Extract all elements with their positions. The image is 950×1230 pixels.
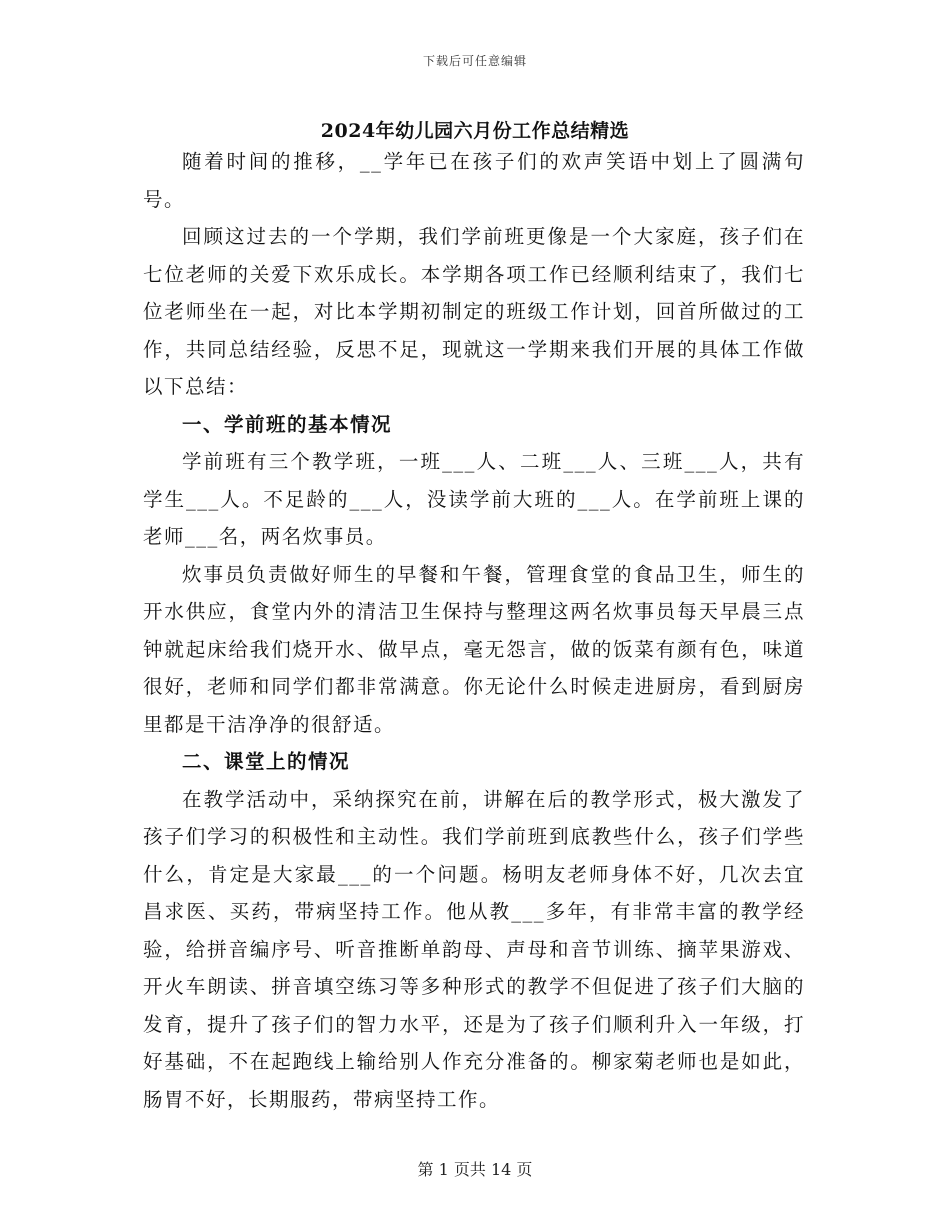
section-heading-basic-info: 一、学前班的基本情况 [182,412,393,436]
document-body [143,143,805,1118]
paragraph-classroom-1: 在教学活动中，采纳探究在前，讲解在后的教学形式，极大激发了孩子们学习的积极性和主动性。我们学前班到底教些什么，孩子们学些什么，肯定是大家最___的一个问题。杨明友老师身体不好，几次去宜昌求医、买药，带病坚持工作。他从教___多年，有非常丰富的教学经验，给拼音编序号、听音推断单韵母、声母和音节训练、摘苹果游戏、开火车朗读、拼音填空练习等多种形式的教学不但促进了孩子们大脑的发育，提升了孩子们的智力水平，还是为了孩子们顺利升入一年级，打好基础，不在起跑线上输给别人作充分准备的。柳家菊老师也是如此，肠胃不好，长期服药，带病坚持工作。 [143,787,805,1111]
document-title: 2024年幼儿园六月份工作总结精选 [320,120,630,142]
paragraph-basic-info-2: 炊事员负责做好师生的早餐和午餐，管理食堂的食品卫生，师生的开水供应，食堂内外的清洁卫生保持与整理这两名炊事员每天早晨三点钟就起床给我们烧开水、做早点，毫无怨言，做的饭菜有颜有色，味道很好，老师和同学们都非常满意。你无论什么时候走进厨房，看到厨房里都是干洁净净的很舒适。 [143,562,805,736]
paragraph-intro-2: 回顾这过去的一个学期，我们学前班更像是一个大家庭，孩子们在七位老师的关爱下欢乐成长。本学期各项工作已经顺利结束了，我们七位老师坐在一起，对比本学期初制定的班级工作计划，回首所做过的工作，共同总结经验，反思不足，现就这一学期来我们开展的具体工作做以下总结： [143,225,805,398]
page-number: 第 1 页共 14 页 [417,1160,533,1179]
header-note: 下载后可任意编辑 [422,54,527,68]
paragraph-intro-1: 随着时间的推移，__学年已在孩子们的欢声笑语中划上了圆满句号。 [143,150,805,211]
section-heading-classroom: 二、课堂上的情况 [182,750,351,773]
paragraph-basic-info-1: 学前班有三个教学班，一班___人、二班___人、三班___人，共有学生___人。不足龄的___人，没读学前大班的___人。在学前班上课的老师___名，两名炊事员。 [143,450,805,548]
